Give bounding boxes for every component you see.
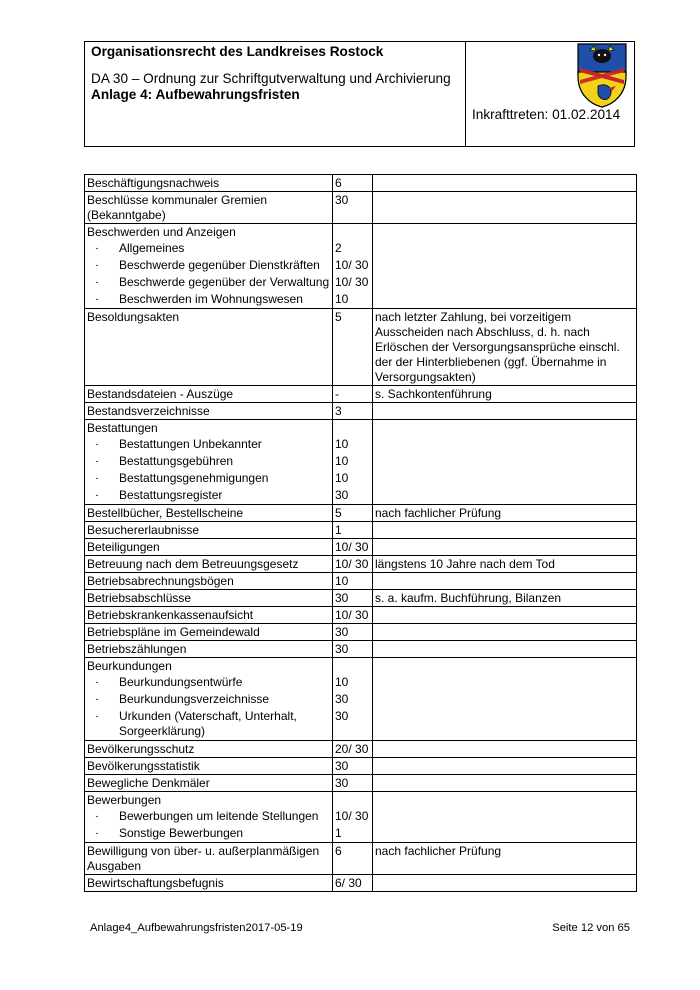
record-type-label: Bewerbungen (87, 793, 162, 807)
remarks-cell (373, 556, 637, 573)
retention-period-value: 10 (335, 574, 349, 588)
remarks-text: s. Sachkontenführung (375, 387, 492, 401)
retention-period-value: 5 (335, 506, 342, 520)
remarks-cell (373, 792, 637, 843)
retention-period-value: 5 (335, 310, 342, 324)
effective-date: Inkrafttreten: 01.02.2014 (472, 107, 621, 122)
sub-item (87, 453, 331, 470)
remarks-cell (373, 624, 637, 641)
remarks-text: nach fachlicher Prüfung (375, 844, 502, 858)
remarks-text: nach fachlicher Prüfung (375, 506, 502, 520)
table-row (85, 309, 637, 386)
retention-period-value: 10/ 30 (335, 540, 369, 554)
remarks-cell (373, 758, 637, 775)
bullet-dash-icon: - (95, 490, 99, 500)
record-type-label: Beurkundungen (87, 659, 172, 673)
table-row (85, 556, 637, 573)
table-row (85, 658, 637, 741)
table-row (85, 522, 637, 539)
retention-period-value: 30 (335, 759, 349, 773)
retention-period-value: 10/ 30 (335, 608, 369, 622)
retention-period-cell (333, 775, 373, 792)
bullet-dash-icon: - (95, 828, 99, 838)
sub-item (87, 436, 331, 453)
sub-item-label: Beurkundungsentwürfe (119, 675, 243, 689)
sub-item-value: 10 (335, 675, 349, 689)
remarks-cell (373, 175, 637, 192)
remarks-cell (373, 658, 637, 741)
record-type-cell (85, 607, 333, 624)
record-type-label: Beschlüsse kommunaler Gremien (Bekanntgabe) (87, 193, 268, 222)
sub-item-value: 10/ 30 (335, 275, 369, 289)
sub-item-value: 30 (335, 692, 349, 706)
remarks-text (375, 192, 635, 193)
table-row (85, 792, 637, 843)
record-type-label: Betriebszählungen (87, 642, 187, 656)
record-type-cell (85, 758, 333, 775)
footer-page-number: Seite 12 von 65 (552, 922, 630, 934)
bullet-dash-icon: - (95, 811, 99, 821)
remarks-cell (373, 741, 637, 758)
remarks-cell (373, 590, 637, 607)
bullet-dash-icon: - (95, 439, 99, 449)
record-type-cell (85, 309, 333, 386)
table-row (85, 843, 637, 875)
record-type-label: Bevölkerungsschutz (87, 742, 195, 756)
remarks-text (375, 522, 635, 523)
retention-period-value: 30 (335, 776, 349, 790)
table-row (85, 175, 637, 192)
sub-item (87, 240, 331, 257)
bullet-dash-icon: - (95, 277, 99, 287)
table-row (85, 590, 637, 607)
record-type-label: Bewirtschaftungsbefugnis (87, 876, 224, 890)
retention-period-value: 20/ 30 (335, 742, 369, 756)
coat-of-arms-icon (576, 42, 628, 108)
remarks-cell (373, 843, 637, 875)
sub-item-value: 10 (335, 437, 349, 451)
retention-period-value: - (335, 387, 339, 401)
remarks-text: längstens 10 Jahre nach dem Tod (375, 557, 555, 571)
sub-item-value: 30 (335, 488, 349, 502)
sub-item-label: Bestattungen Unbekannter (119, 437, 262, 451)
retention-period-cell (333, 192, 373, 224)
retention-period-cell (333, 875, 373, 892)
sub-item-label: Bewerbungen um leitende Stellungen (119, 809, 319, 823)
remarks-cell (373, 403, 637, 420)
table-row (85, 403, 637, 420)
sub-item (87, 257, 331, 274)
retention-period-value: 1 (335, 523, 342, 537)
retention-period-value: 30 (335, 642, 349, 656)
remarks-text (375, 624, 635, 625)
sub-item-label: Beschwerde gegenüber der Verwaltung (119, 275, 330, 289)
table-row (85, 641, 637, 658)
retention-period-cell (333, 758, 373, 775)
bullet-dash-icon: - (95, 294, 99, 304)
record-type-cell (85, 522, 333, 539)
bullet-dash-icon: - (95, 677, 99, 687)
record-type-cell (85, 420, 333, 505)
retention-period-cell (333, 741, 373, 758)
retention-period-cell (333, 658, 373, 741)
sub-item-value: 30 (335, 709, 349, 723)
retention-period-value (335, 224, 371, 240)
remarks-cell (373, 607, 637, 624)
retention-period-value: 6 (335, 844, 342, 858)
remarks-text: s. a. kaufm. Buchführung, Bilanzen (375, 591, 562, 605)
retention-period-cell (333, 386, 373, 403)
footer-filename: Anlage4_Aufbewahrungsfristen2017-05-19 (90, 922, 303, 934)
retention-period-cell (333, 590, 373, 607)
record-type-label: Bewegliche Denkmäler (87, 776, 210, 790)
retention-period-cell (333, 403, 373, 420)
retention-period-value: 3 (335, 404, 342, 418)
record-type-cell (85, 556, 333, 573)
sub-item-value: 10 (335, 454, 349, 468)
sub-item-label: Allgemeines (119, 241, 185, 255)
table-row (85, 758, 637, 775)
remarks-cell (373, 875, 637, 892)
retention-period-cell (333, 843, 373, 875)
retention-period-cell (333, 556, 373, 573)
table-row (85, 539, 637, 556)
remarks-text (375, 607, 635, 608)
bullet-dash-icon: - (95, 694, 99, 704)
table-row (85, 607, 637, 624)
record-type-cell (85, 792, 333, 843)
sub-item (87, 674, 331, 691)
record-type-cell (85, 224, 333, 309)
header-meta-block (466, 42, 634, 146)
table-row (85, 386, 637, 403)
record-type-cell (85, 386, 333, 403)
sub-item-label: Bestattungsgebühren (119, 454, 234, 468)
record-type-cell (85, 403, 333, 420)
sub-item-value: 1 (335, 826, 342, 840)
record-type-label: Bestandsverzeichnisse (87, 404, 210, 418)
sub-item-label: Bestattungsgenehmigungen (119, 471, 269, 485)
sub-item (87, 808, 331, 825)
retention-period-cell (333, 420, 373, 505)
record-type-label: Betriebskrankenkassenaufsicht (87, 608, 254, 622)
record-type-label: Beteiligungen (87, 540, 160, 554)
sub-item-value: 2 (335, 241, 342, 255)
remarks-text (375, 792, 635, 793)
record-type-label: Bestellbücher, Bestellscheine (87, 506, 244, 520)
sub-item (87, 470, 331, 487)
retention-period-cell (333, 607, 373, 624)
remarks-cell (373, 386, 637, 403)
remarks-text (375, 658, 635, 659)
remarks-text (375, 775, 635, 776)
table-row (85, 573, 637, 590)
remarks-text (375, 403, 635, 404)
sub-item-label: Urkunden (Vaterschaft, Unterhalt, Sorgeerklärung) (119, 709, 297, 738)
record-type-label: Bestandsdateien - Auszüge (87, 387, 234, 401)
table-row (85, 624, 637, 641)
retention-period-cell (333, 792, 373, 843)
retention-period-value (335, 420, 371, 436)
table-row (85, 775, 637, 792)
remarks-cell (373, 420, 637, 505)
retention-period-value: 30 (335, 591, 349, 605)
retention-period-value: 30 (335, 625, 349, 639)
sub-item-value: 10 (335, 292, 349, 306)
remarks-cell (373, 573, 637, 590)
retention-period-value: 6/ 30 (335, 876, 362, 890)
remarks-text (375, 875, 635, 876)
record-type-label: Betriebsabrechnungsbögen (87, 574, 234, 588)
record-type-cell (85, 539, 333, 556)
retention-period-cell (333, 522, 373, 539)
sub-item (87, 291, 331, 308)
remarks-text (375, 539, 635, 540)
retention-period-cell (333, 641, 373, 658)
retention-period-cell (333, 539, 373, 556)
header-title-block (85, 42, 466, 146)
record-type-cell (85, 590, 333, 607)
sub-item-label: Beschwerde gegenüber Dienstkräften (119, 258, 320, 272)
remarks-text (375, 573, 635, 574)
record-type-cell (85, 505, 333, 522)
record-type-cell (85, 573, 333, 590)
document-header (84, 41, 635, 147)
retention-period-cell (333, 573, 373, 590)
table-row (85, 192, 637, 224)
remarks-text (375, 741, 635, 742)
record-type-label: Betreuung nach dem Betreuungsgesetz (87, 557, 299, 571)
record-type-cell (85, 843, 333, 875)
retention-table-body (85, 175, 637, 892)
record-type-cell (85, 175, 333, 192)
record-type-label: Besuchererlaubnisse (87, 523, 200, 537)
retention-period-value (335, 658, 371, 674)
retention-period-value: 6 (335, 176, 342, 190)
sub-item-value: 10/ 30 (335, 809, 369, 823)
bullet-dash-icon: - (95, 243, 99, 253)
remarks-text (375, 420, 635, 421)
sub-item (87, 274, 331, 291)
table-row (85, 875, 637, 892)
doc-title: DA 30 – Ordnung zur Schriftgutverwaltung und Archivierung (91, 71, 451, 86)
sub-item (87, 487, 331, 504)
record-type-label: Bewilligung von über- u. außerplanmäßigen Ausgaben (87, 844, 320, 873)
bullet-dash-icon: - (95, 711, 99, 721)
record-type-label: Beschäftigungsnachweis (87, 176, 220, 190)
sub-item-value: 10/ 30 (335, 258, 369, 272)
bullet-dash-icon: - (95, 260, 99, 270)
record-type-label: Bestattungen (87, 421, 158, 435)
bullet-dash-icon: - (95, 456, 99, 466)
bullet-dash-icon: - (95, 473, 99, 483)
record-type-label: Bevölkerungsstatistik (87, 759, 200, 773)
remarks-text (375, 175, 635, 176)
record-type-cell (85, 775, 333, 792)
record-type-label: Betriebspläne im Gemeindewald (87, 625, 260, 639)
remarks-cell (373, 522, 637, 539)
sub-item-label: Bestattungsregister (119, 488, 223, 502)
table-row (85, 224, 637, 309)
record-type-cell (85, 641, 333, 658)
record-type-label: Beschwerden und Anzeigen (87, 225, 236, 239)
remarks-text (375, 224, 635, 225)
remarks-cell (373, 309, 637, 386)
retention-period-value: 30 (335, 193, 349, 207)
remarks-cell (373, 539, 637, 556)
record-type-cell (85, 741, 333, 758)
record-type-cell (85, 658, 333, 741)
record-type-cell (85, 624, 333, 641)
record-type-label: Besoldungsakten (87, 310, 180, 324)
remarks-text (375, 758, 635, 759)
remarks-text (375, 641, 635, 642)
remarks-cell (373, 775, 637, 792)
annex-title: Anlage 4: Aufbewahrungsfristen (91, 87, 300, 102)
sub-item (87, 691, 331, 708)
retention-period-cell (333, 175, 373, 192)
retention-period-cell (333, 224, 373, 309)
remarks-cell (373, 505, 637, 522)
remarks-cell (373, 192, 637, 224)
sub-item-label: Beschwerden im Wohnungswesen (119, 292, 303, 306)
sub-item (87, 825, 331, 842)
retention-table (84, 174, 637, 892)
remarks-cell (373, 224, 637, 309)
retention-period-value (335, 792, 371, 808)
record-type-label: Betriebsabschlüsse (87, 591, 192, 605)
org-title: Organisationsrecht des Landkreises Rostock (91, 44, 384, 59)
sub-item-label: Sonstige Bewerbungen (119, 826, 244, 840)
sub-item-label: Beurkundungsverzeichnisse (119, 692, 270, 706)
remarks-text: nach letzter Zahlung, bei vorzeitigem Ausscheiden nach Abschluss, d. h. nach Erlöschen der Versorgungsansprüche einschl. der der Hinterbliebenen (ggf. Übernahme in Versorgungsakten) (375, 310, 620, 384)
sub-item-value: 10 (335, 471, 349, 485)
retention-period-cell (333, 505, 373, 522)
sub-item (87, 708, 331, 740)
table-row (85, 505, 637, 522)
retention-period-cell (333, 624, 373, 641)
retention-period-value: 10/ 30 (335, 557, 369, 571)
table-row (85, 741, 637, 758)
record-type-cell (85, 875, 333, 892)
remarks-cell (373, 641, 637, 658)
retention-period-cell (333, 309, 373, 386)
record-type-cell (85, 192, 333, 224)
table-row (85, 420, 637, 505)
